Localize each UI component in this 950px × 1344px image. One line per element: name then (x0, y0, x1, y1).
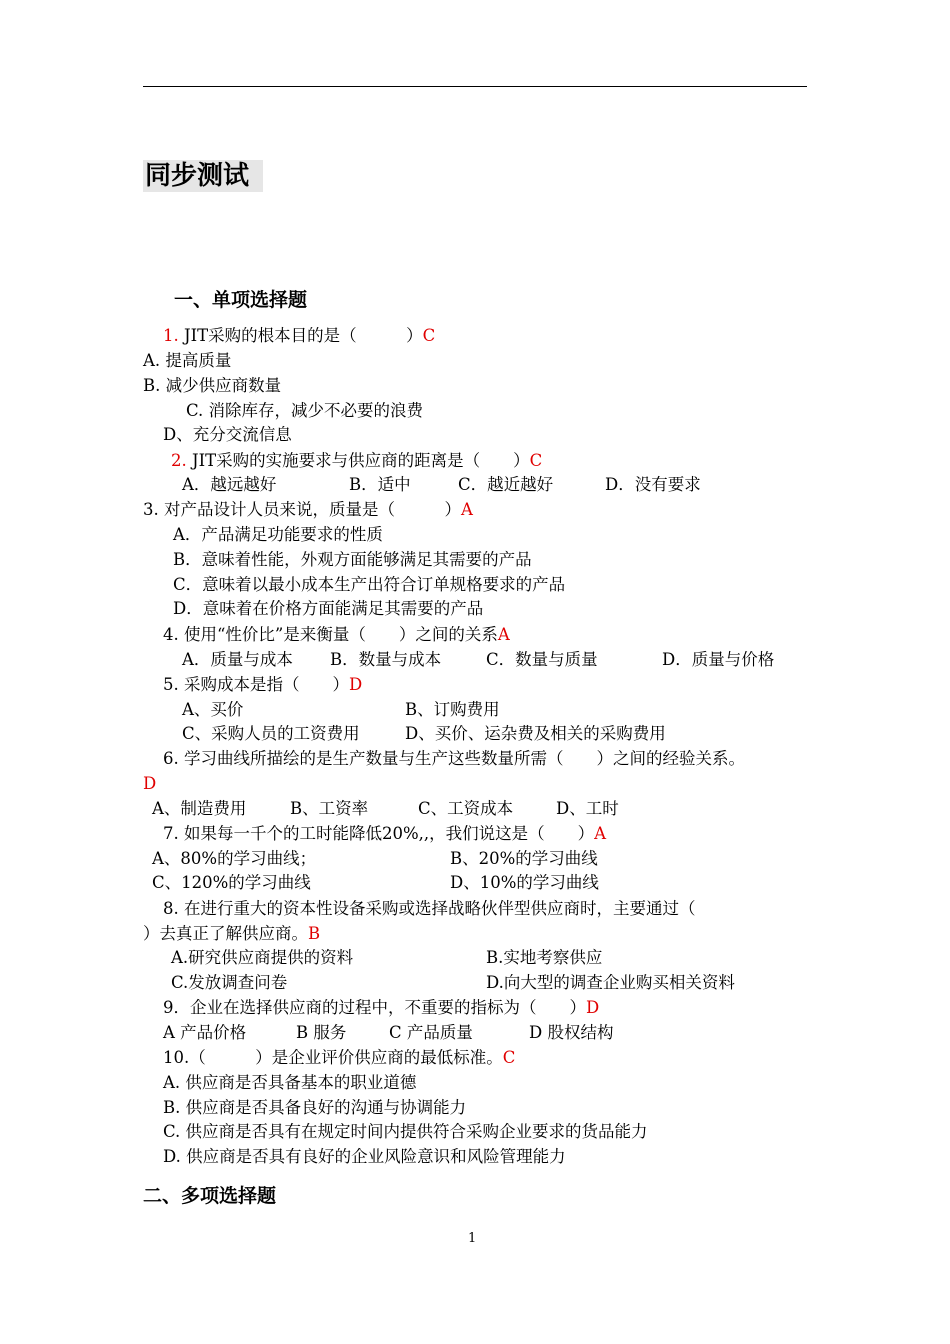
question-8-continued (143, 923, 320, 945)
answer-key: B (308, 924, 321, 943)
option-c: C.发放调查问卷 (171, 973, 288, 992)
option-b: B 服务 (296, 1023, 347, 1042)
option-c: C．意味着以最小成本生产出符合订单规格要求的产品 (173, 575, 566, 594)
option-d: D. 供应商是否具有良好的企业风险意识和风险管理能力 (163, 1147, 566, 1166)
option-a: A 产品价格 (163, 1023, 247, 1042)
option-a: A. 供应商是否具备基本的职业道德 (163, 1073, 417, 1092)
section-heading-multiple-choice: 二、多项选择题 (143, 1185, 277, 1207)
answer-key: D (586, 998, 600, 1017)
option-a: A、80%的学习曲线； (152, 849, 317, 868)
answer-key: A (461, 500, 473, 519)
option-d: D、10%的学习曲线 (450, 873, 599, 892)
option-a: A、买价 (182, 700, 244, 719)
option-c: C、采购人员的工资费用 (182, 724, 360, 743)
option-a: A、制造费用 (152, 799, 247, 818)
option-c: C、120%的学习曲线 (152, 873, 311, 892)
option-d: D、充分交流信息 (163, 425, 292, 444)
question-stem: 4. 使用“性价比”是来衡量（ ）之间的关系 (163, 625, 498, 644)
option-b: B、工资率 (290, 799, 369, 818)
option-b: B. 供应商是否具备良好的沟通与协调能力 (163, 1098, 467, 1117)
question-number: 1. (163, 326, 179, 345)
option-d: D 股权结构 (529, 1023, 614, 1042)
question-2 (171, 450, 542, 472)
option-c: C. 消除库存，减少不必要的浪费 (186, 401, 424, 420)
option-d: D．意味着在价格方面能满足其需要的产品 (173, 599, 484, 618)
option-a: A．质量与成本 (182, 650, 293, 669)
question-stem: 7. 如果每一千个的工时能降低20%,,，我们说这是（ ） (163, 824, 595, 843)
option-d: D、工时 (556, 799, 619, 818)
option-d: D．质量与价格 (662, 650, 775, 669)
question-stem: 3. 对产品设计人员来说，质量是（ ） (143, 500, 461, 519)
page-number: 1 (468, 1231, 477, 1246)
option-a: A．产品满足功能要求的性质 (173, 525, 383, 544)
option-d: D、买价、运杂费及相关的采购费用 (405, 724, 666, 743)
question-7 (163, 823, 606, 845)
option-b: B、20%的学习曲线 (450, 849, 598, 868)
question-number: 2. (171, 451, 187, 470)
question-4 (163, 624, 510, 646)
question-stem: JIT采购的实施要求与供应商的距离是（ ） (186, 451, 530, 470)
option-b: B．意味着性能，外观方面能够满足其需要的产品 (173, 550, 532, 569)
option-b: B．数量与成本 (330, 650, 442, 669)
question-stem: 10.（ ）是企业评价供应商的最低标准。 (163, 1048, 503, 1067)
question-stem: 9．企业在选择供应商的过程中，不重要的指标为（ ） (163, 998, 586, 1017)
answer-key: C (502, 1048, 516, 1067)
option-a: A. 提高质量 (143, 351, 232, 370)
page-title: 同步测试 (143, 160, 263, 192)
question-stem: 6. 学习曲线所描绘的是生产数量与生产这些数量所需（ ）之间的经验关系。 (163, 749, 745, 768)
question-stem: ）去真正了解供应商。 (143, 924, 308, 943)
answer-key: A (497, 625, 510, 644)
option-b: B.实地考察供应 (486, 948, 603, 967)
question-3 (143, 499, 473, 521)
question-8: 8. 在进行重大的资本性设备采购或选择战略伙伴型供应商时，主要通过（ (163, 899, 696, 918)
answer-key: C (422, 326, 436, 345)
question-stem: 5. 采购成本是指（ ） (163, 675, 349, 694)
question-9 (163, 997, 599, 1019)
question-10 (163, 1047, 515, 1069)
answer-key: D (349, 675, 363, 694)
answer-key: D (143, 774, 157, 793)
section-heading-single-choice: 一、单项选择题 (174, 289, 308, 311)
option-a: A.研究供应商提供的资料 (171, 948, 354, 967)
question-stem: JIT采购的根本目的是（ ） (178, 326, 423, 345)
option-c: C、工资成本 (418, 799, 514, 818)
option-a: A．越远越好 (182, 475, 277, 494)
question-5 (163, 674, 362, 696)
option-d: D．没有要求 (605, 475, 701, 494)
question-6 (163, 748, 745, 770)
option-c: C．数量与质量 (486, 650, 598, 669)
answer-key: A (594, 824, 607, 843)
option-c: C．越近越好 (458, 475, 554, 494)
question-1 (163, 325, 435, 347)
option-c: C 产品质量 (389, 1023, 473, 1042)
option-b: B. 减少供应商数量 (143, 376, 282, 395)
option-d: D.向大型的调查企业购买相关资料 (486, 973, 735, 992)
answer-key: C (529, 451, 543, 470)
header-rule (143, 86, 807, 87)
option-b: B、订购费用 (405, 700, 500, 719)
option-c: C. 供应商是否具有在规定时间内提供符合采购企业要求的货品能力 (163, 1122, 648, 1141)
option-b: B．适中 (349, 475, 411, 494)
